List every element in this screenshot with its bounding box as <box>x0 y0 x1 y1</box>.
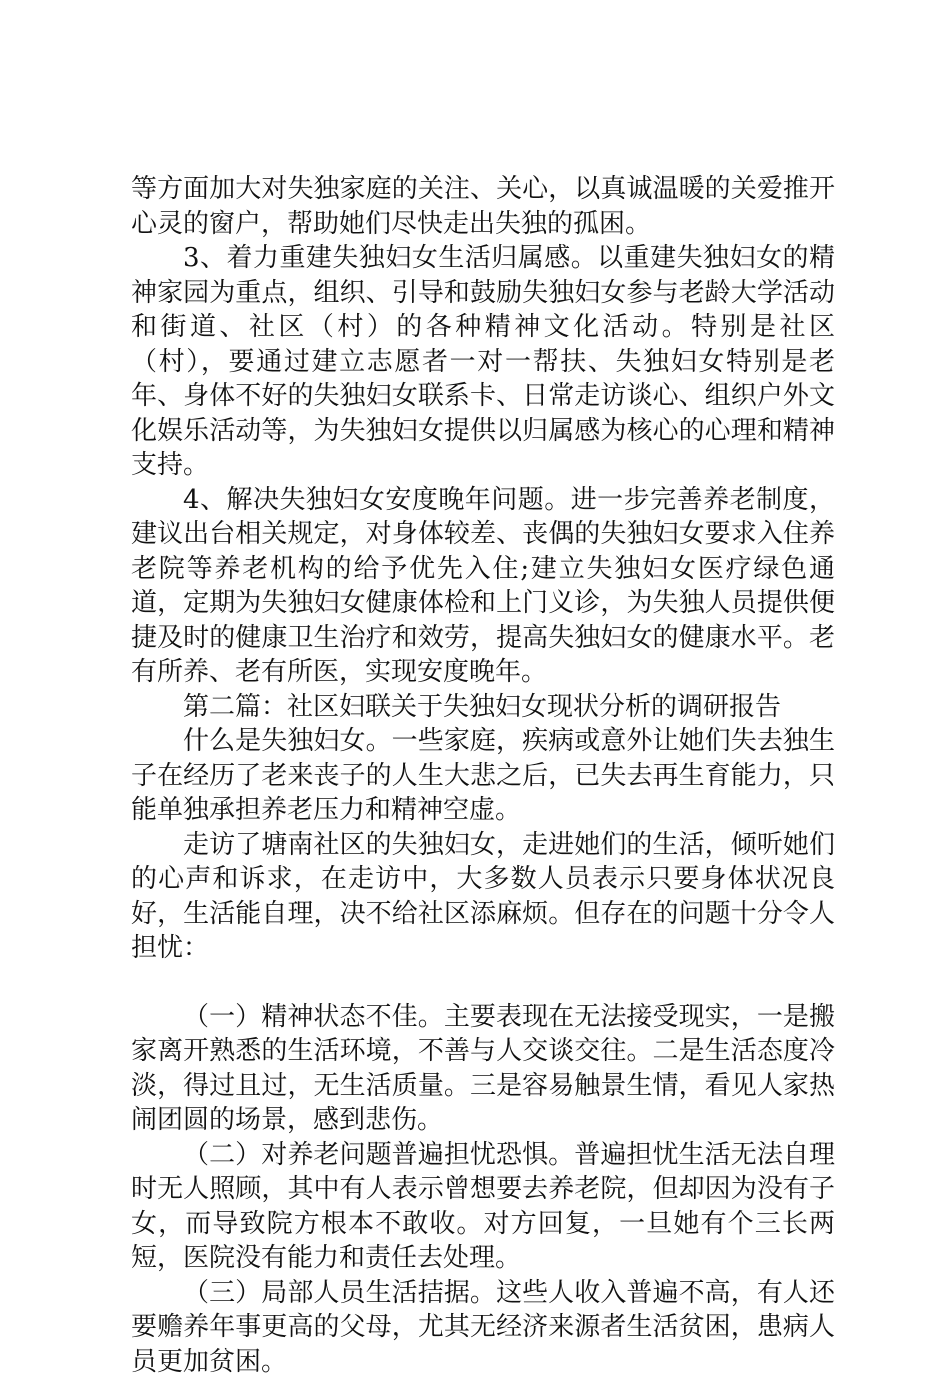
document-body <box>131 172 835 1379</box>
section-heading: 第二篇：社区妇联关于失独妇女现状分析的调研报告 <box>131 690 835 725</box>
paragraph-point-3: 3、着力重建失独妇女生活归属感。以重建失独妇女的精神家园为重点，组织、引导和鼓励失独妇女参与老龄大学活动和街道、社区（村）的各种精神文化活动。特别是社区（村），要通过建立志愿者一对一帮扶、失独妇女特别是老年、身体不好的失独妇女联系卡、日常走访谈心、组织户外文化娱乐活动等，为失独妇女提供以归属感为核心的心理和精神支持。 <box>131 241 835 483</box>
paragraph-visit: 走访了塘南社区的失独妇女，走进她们的生活，倾听她们的心声和诉求，在走访中，大多数人员表示只要身体状况良好，生活能自理，决不给社区添麻烦。但存在的问题十分令人担忧： <box>131 828 835 966</box>
paragraph-issue-1: （一）精神状态不佳。主要表现在无法接受现实，一是搬家离开熟悉的生活环境，不善与人交谈交往。二是生活态度冷淡，得过且过，无生活质量。三是容易触景生情，看见人家热闹团圆的场景，感到悲伤。 <box>131 1000 835 1138</box>
paragraph-definition: 什么是失独妇女。一些家庭，疾病或意外让她们失去独生子在经历了老来丧子的人生大悲之后，已失去再生育能力，只能单独承担养老压力和精神空虚。 <box>131 724 835 828</box>
paragraph-issue-3: （三）局部人员生活拮据。这些人收入普遍不高，有人还要赡养年事更高的父母，尤其无经济来源者生活贫困，患病人员更加贫困。 <box>131 1276 835 1379</box>
paragraph-point-4: 4、解决失独妇女安度晚年问题。进一步完善养老制度，建议出台相关规定，对身体较差、丧偶的失独妇女要求入住养老院等养老机构的给予优先入住;建立失独妇女医疗绿色通道，定期为失独妇女健康体检和上门义诊，为失独人员提供便捷及时的健康卫生治疗和效劳，提高失独妇女的健康水平。老有所养、老有所医，实现安度晚年。 <box>131 483 835 690</box>
paragraph-continuation: 等方面加大对失独家庭的关注、关心，以真诚温暖的关爱推开心灵的窗户，帮助她们尽快走出失独的孤困。 <box>131 172 835 241</box>
paragraph-issue-2: （二）对养老问题普遍担忧恐惧。普遍担忧生活无法自理时无人照顾，其中有人表示曾想要去养老院，但却因为没有子女，而导致院方根本不敢收。对方回复，一旦她有个三长两短，医院没有能力和责任去处理。 <box>131 1138 835 1276</box>
